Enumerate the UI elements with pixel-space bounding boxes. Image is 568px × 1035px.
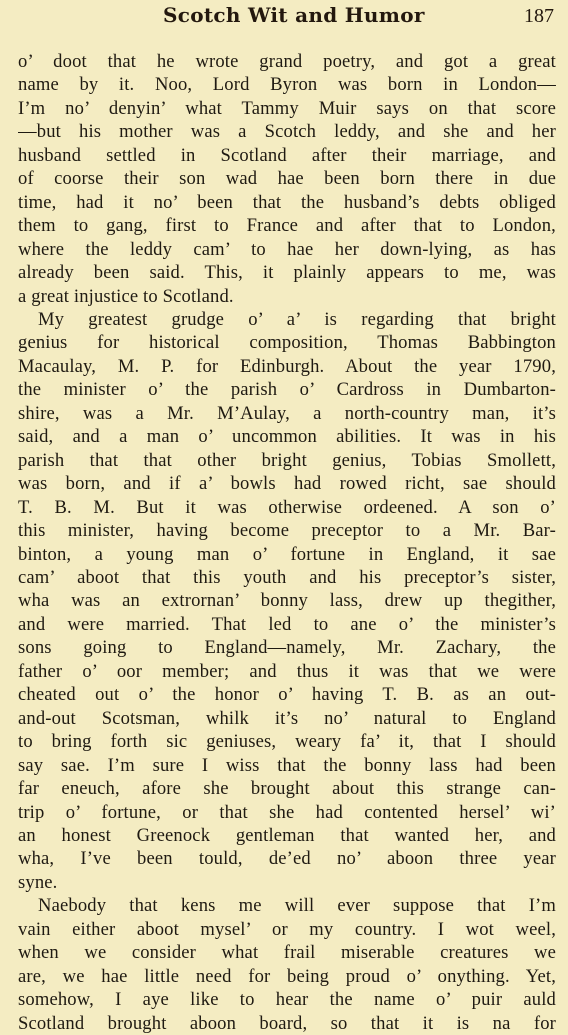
text-line: trip o’ fortune, or that she had contented hersel’ wi’ — [18, 801, 556, 823]
text-line: wha, I’ve been tould, de’ed no’ aboon three year — [18, 848, 556, 870]
text-line: an honest Greenock gentleman that wanted her, and — [18, 824, 556, 846]
text-line: the minister o’ the parish o’ Cardross in Dumbarton- — [18, 379, 556, 401]
text-line: time, had it no’ been that the husband’s debts obliged — [18, 191, 556, 213]
text-line: o’ doot that he wrote grand poetry, and got a great — [18, 51, 556, 72]
page-number: 187 — [524, 5, 554, 27]
text-line: cam’ aboot that this youth and his preceptor’s sister, — [18, 566, 556, 588]
text-line: cheated out o’ the honor o’ having T. B. as an out- — [18, 684, 556, 706]
text-line: and-out Scotsman, whilk it’s no’ natural to England — [18, 707, 556, 729]
text-line: vain either aboot mysel’ or my country. I wot weel, — [18, 918, 556, 940]
text-line: —but his mother was a Scotch leddy, and she and her — [18, 121, 556, 143]
text-line: and were married. That led to ane o’ the minister’s — [18, 613, 556, 635]
text-line: binton, a young man o’ fortune in England, it sae — [18, 543, 556, 565]
text-line: of coorse their son wad hae been born there in due — [18, 168, 556, 190]
text-line: to bring forth sic geniuses, weary fa’ it, that I should — [18, 731, 556, 753]
text-line: name by it. Noo, Lord Byron was born in London— — [18, 74, 556, 96]
text-line: sons going to England—namely, Mr. Zachary, the — [18, 637, 556, 659]
text-line: shire, was a Mr. M’Aulay, a north-country man, it’s — [18, 402, 556, 424]
text-line: far eneuch, afore she brought about this strange can- — [18, 778, 556, 800]
text-line: My greatest grudge o’ a’ is regarding that bright — [38, 308, 556, 330]
text-line: wha was an extrornan’ bonny lass, drew up thegither, — [18, 590, 556, 612]
text-line: was born, and if a’ bowls had rowed richt, sae should — [18, 473, 556, 495]
text-line: T. B. M. But it was otherwise ordeened. A son o’ — [18, 496, 556, 518]
text-line: I’m no’ denyin’ what Tammy Muir says on that score — [18, 97, 556, 119]
text-line: a great injustice to Scotland. — [18, 285, 234, 307]
text-line: father o’ oor member; and thus it was that we were — [18, 660, 556, 682]
text-line: genius for historical composition, Thomas Babbington — [18, 332, 556, 354]
text-line: this minister, having become preceptor to a Mr. Bar- — [18, 520, 556, 542]
running-title: Scotch Wit and Humor — [163, 3, 425, 27]
text-line: say sae. I’m sure I wiss that the bonny lass had been — [18, 754, 556, 776]
text-line: parish that that other bright genius, Tobias Smollett, — [18, 449, 556, 471]
text-line: syne. — [18, 871, 58, 893]
body-text — [18, 50, 556, 1035]
text-line: are, we hae little need for being proud o’ onything. Yet, — [18, 965, 556, 987]
text-line: Scotland brought aboon board, so that it is na for — [18, 1012, 556, 1034]
text-line: already been said. This, it plainly appears to me, was — [18, 262, 556, 284]
text-line: husband settled in Scotland after their marriage, and — [18, 144, 556, 166]
text-line: when we consider what frail miserable creatures we — [18, 942, 556, 964]
text-line: them to gang, first to France and after that to London, — [18, 215, 556, 237]
text-line: where the leddy cam’ to hae her down-lying, as has — [18, 238, 556, 260]
text-line: said, and a man o’ uncommon abilities. It was in his — [18, 426, 556, 448]
text-line: somehow, I aye like to hear the name o’ puir auld — [18, 989, 556, 1011]
page-header — [18, 0, 556, 36]
text-line: Macaulay, M. P. for Edinburgh. About the year 1790, — [18, 355, 556, 377]
text-line: Naebody that kens me will ever suppose that I’m — [38, 895, 556, 917]
